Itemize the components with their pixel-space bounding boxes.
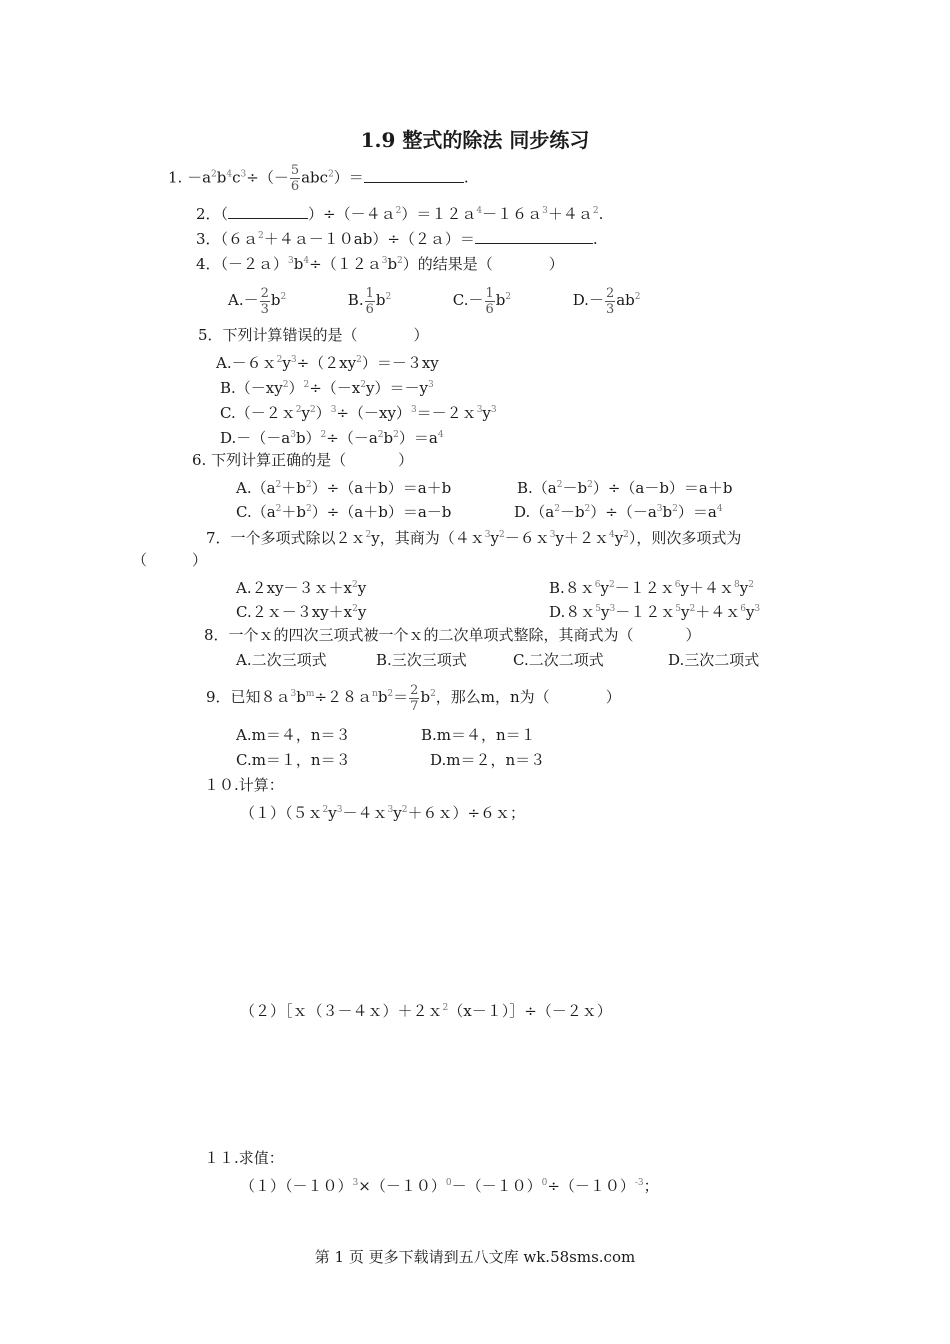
question-11: １１.求值： [204,1149,284,1167]
question-6: 6. 下列计算正确的是（ ） [192,451,414,469]
option-a: A.－ $\frac{2}{3}$ $b^2$ [228,285,287,317]
option-a: $A.2xy-3x+x^2y$ [236,579,367,597]
question-4-options [228,280,641,317]
option-b: B. $\frac{1}{6}$ $b^2$ [347,285,392,317]
question-7: 7．一个多项式除以２ｘ$^2$y，其商为$(4x^3y^2-6x^3y+2x^4y^2)$，则次多项式为 [206,529,742,547]
option-b: $B.8x^6y^2-12x^6y+4x^8y^2$ [549,579,754,597]
option-c: $C.(-2x^2y^2)^3\div(-xy)^3=-2x^3y^3$ [220,404,497,422]
option-a: A.m＝４，n＝３ [236,726,351,744]
page-footer: 第 1 页 更多下载请到五八文库 wk.58sms.com [314,1248,636,1266]
option-c: C.m＝１，n＝３ [236,751,351,769]
answer-blank [228,204,308,219]
option-b: $B.(-xy^2)^2\div(-x^2y)=-y^3$ [220,379,434,397]
question-5: 5．下列计算错误的是（ ） [198,326,429,344]
fraction: $\frac{5}{6}$ [290,163,300,194]
answer-blank [364,168,464,183]
option-a: $A.(a^2+b^2)\div(a+b)=a+b$ [236,479,452,497]
option-c: $C.2x-3xy+x^2y$ [236,603,367,621]
option-c: C.二次二项式 [513,651,604,669]
question-11-part-1: $(1)(-10)^3\times(-10)^0-(-10)^0\div(-10)^{-3}$； [240,1177,659,1195]
option-c: C.－ $\frac{1}{6}$ $b^2$ [452,285,512,317]
option-d: $D.-(-a^3b)^2\div(-a^2b^2)=a^4$ [220,429,444,447]
question-2: 2．（ ）÷（－４ａ$^2$）＝１２ａ$^4$－１６ａ$^3$＋４ａ$^2$. [196,205,604,223]
page-title: 1.9 整式的除法 同步练习 [360,128,590,152]
question-8: 8．一个ｘ的四次三项式被一个ｘ的二次单项式整除，其商式为（ ） [204,626,701,644]
option-b: $B.(a^2-b^2)\div(a-b)=a+b$ [517,479,733,497]
option-d: $D.(a^2-b^2)\div(-a^3b^2)=a^4$ [514,503,723,521]
option-d: D.－ $\frac{2}{3}$ $ab^2$ [572,285,641,317]
option-b: B.m＝４，n＝１ [421,726,536,744]
question-7-paren: （ ） [132,551,208,569]
question-4: 4．$(-2a)^3b^4\div(12a^3b^2)$的结果是（ ） [196,255,564,273]
option-c: $C.(a^2+b^2)\div(a+b)=a-b$ [236,503,452,521]
question-3: 3．（６ａ$^2$＋４ａ－１０ab）÷（２ａ）＝ . [196,230,598,248]
option-b: B.三次三项式 [376,651,467,669]
option-a: $A.-6x^2y^3\div(2xy^2)=-3xy$ [216,354,439,372]
option-d: D.三次二项式 [668,651,760,669]
option-a: A.二次三项式 [236,651,327,669]
option-d: $D.8x^5y^3-12x^5y^2+4x^6y^3$ [549,603,761,621]
option-d: D.m＝２，n＝３ [430,751,546,769]
question-1: 1. $-a^2b^4c^3\div(-$ $\frac{5}{6}$ abc$^2$）＝ . [168,163,469,194]
question-10: １０.计算： [204,776,284,794]
question-10-part-1: $(1)(5x^2y^3-4x^3y^2+6x)\div 6x$； [240,804,526,822]
question-9: 9．已知$8a^3b^m\div 28a^nb^2=$ $\frac{2}{7}$ $b^2$，那么m，n为（ ） [206,682,621,714]
answer-blank [475,229,593,244]
question-10-part-2: （２）［ｘ（３－４ｘ）＋２ｘ$^2$（x－１）］÷（－２ｘ） [240,1002,612,1020]
